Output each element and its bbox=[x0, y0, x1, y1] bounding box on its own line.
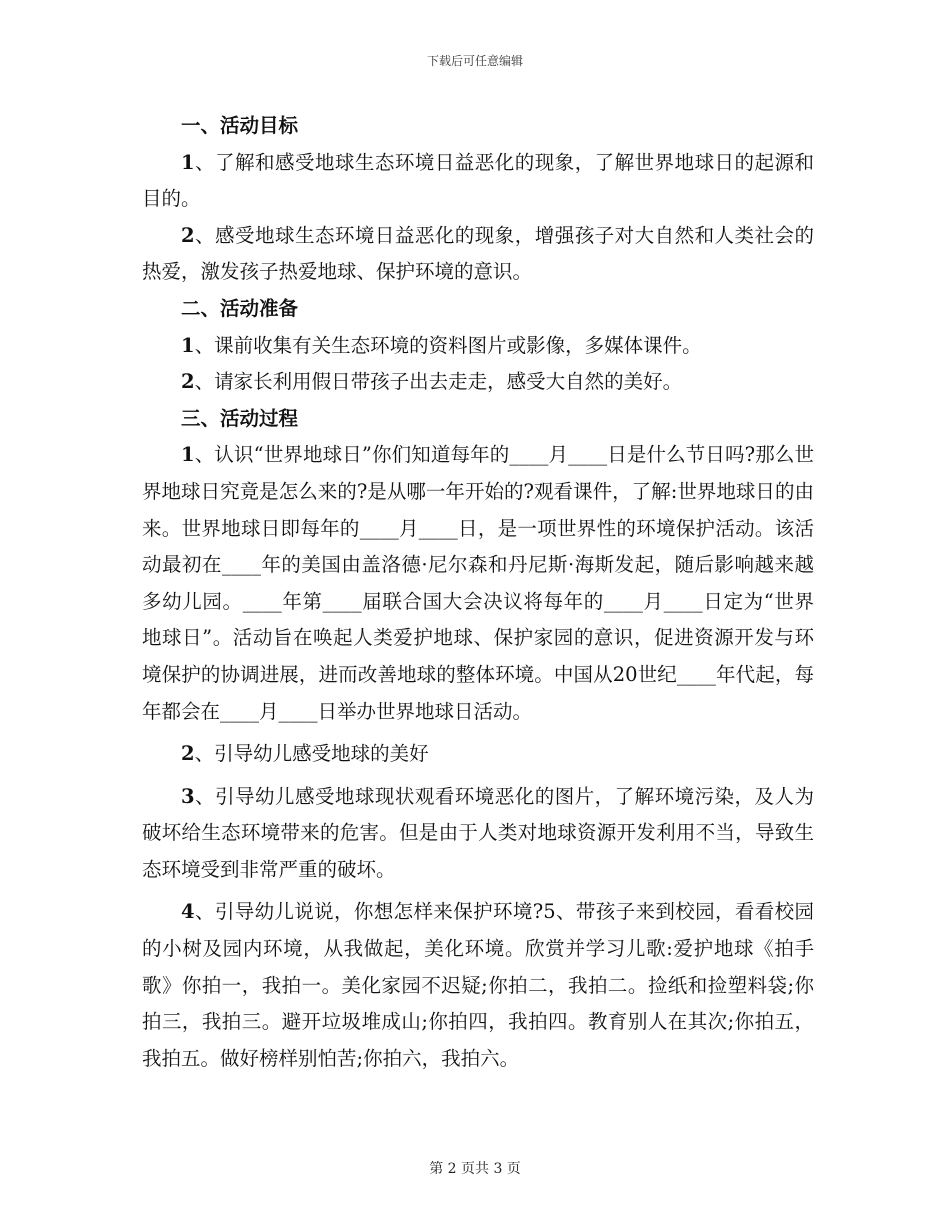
goal-item-1 bbox=[142, 145, 814, 218]
preparation-item-2 bbox=[142, 364, 814, 401]
process-item-1 bbox=[142, 437, 814, 730]
item-text: 、引导幼儿感受地球的美好 bbox=[194, 742, 429, 766]
document-body bbox=[142, 108, 814, 1077]
item-text: 、请家长利用假日带孩子出去走走，感受大自然的美好。 bbox=[194, 370, 683, 394]
item-number: 4 bbox=[181, 900, 195, 924]
section-heading-process: 三、活动过程 bbox=[181, 406, 299, 430]
goal-item-2 bbox=[142, 218, 814, 291]
item-number: 2 bbox=[181, 370, 195, 394]
item-number: 3 bbox=[181, 784, 195, 808]
process-item-4 bbox=[142, 894, 814, 1077]
item-number: 1 bbox=[181, 443, 195, 467]
page-footer: 第 2 页共 3 页 bbox=[429, 1161, 521, 1177]
item-number: 2 bbox=[181, 742, 195, 766]
item-text: 、引导幼儿感受地球现状观看环境恶化的图片，了解环境污染，及人为破坏给生态环境带来的危害。但是由于人类对地球资源开发利用不当，导致生态环境受到非常严重的破坏。 bbox=[142, 784, 814, 881]
section-heading-preparation: 二、活动准备 bbox=[181, 296, 299, 320]
process-item-2 bbox=[142, 736, 814, 773]
item-text: 、认识“世界地球日”你们知道每年的____月____日是什么节日吗?那么世界地球日究竟是怎么来的?是从哪一年开始的?观看课件，了解:世界地球日的由来。世界地球日即每年的____月____日，是一项世界性的环境保护活动。该活动最初在____年的美国由盖洛德·尼尔森和丹尼斯·海斯发起，随后影响越来越多幼儿园。____年第____届联合国大会决议将每年的____月____日定为“世界地球日”。活动旨在唤起人类爱护地球、保护家园的意识，促进资源开发与环境保护的协调进展，进而改善地球的整体环境。中国从20世纪____年代起，每年都会在____月____日举办世界地球日活动。 bbox=[142, 443, 814, 723]
item-number: 1 bbox=[181, 150, 195, 174]
item-text: 、课前收集有关生态环境的资料图片或影像，多媒体课件。 bbox=[194, 333, 702, 357]
item-number: 1 bbox=[181, 333, 195, 357]
page-header: 下载后可任意编辑 bbox=[426, 54, 523, 68]
item-text: 、了解和感受地球生态环境日益恶化的现象，了解世界地球日的起源和目的。 bbox=[142, 150, 814, 211]
section-heading-goals: 一、活动目标 bbox=[181, 114, 299, 137]
item-number: 2 bbox=[181, 223, 195, 247]
process-item-3 bbox=[142, 779, 814, 889]
item-text: 、引导幼儿说说，你想怎样来保护环境?5、带孩子来到校园，看看校园的小树及园内环境，从我做起，美化环境。欣赏并学习儿歌:爱护地球《拍手歌》你拍一，我拍一。美化家园不迟疑;你拍二，我拍二。捡纸和捡塑料袋;你拍三，我拍三。避开垃圾堆成山;你拍四，我拍四。教育别人在其次;你拍五，我拍五。做好榜样别怕苦;你拍六，我拍六。 bbox=[142, 900, 814, 1070]
item-text: 、感受地球生态环境日益恶化的现象，增强孩子对大自然和人类社会的热爱，激发孩子热爱地球、保护环境的意识。 bbox=[142, 223, 814, 284]
preparation-item-1 bbox=[142, 328, 814, 365]
